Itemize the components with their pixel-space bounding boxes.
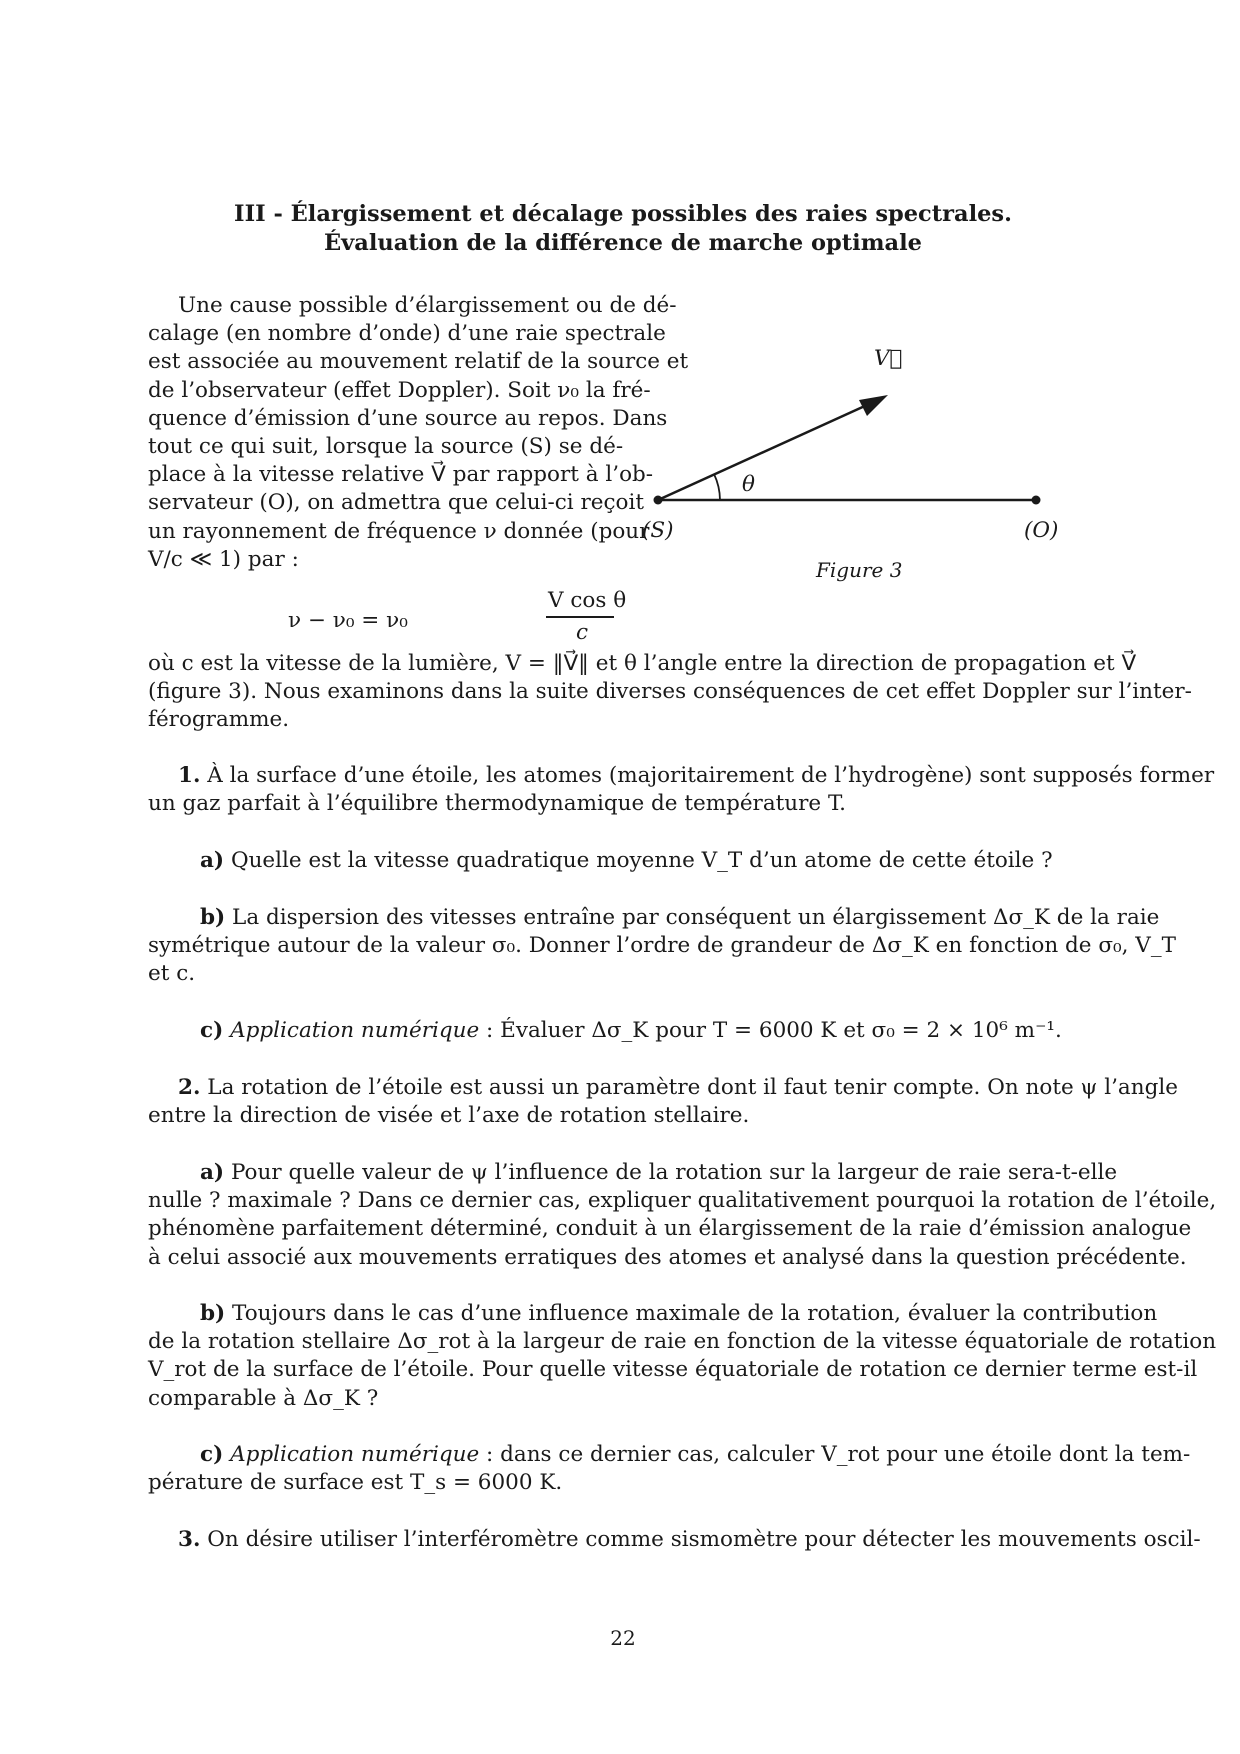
question-text: La rotation de l’étoile est aussi un paramètre dont il faut tenir compte. On note ψ l’angle (200, 1075, 1178, 1100)
intro-line: de l’observateur (effet Doppler). Soit ν₀ la fré- (148, 377, 651, 403)
question-2b (148, 1300, 1217, 1413)
text-line (148, 1017, 1098, 1045)
intro-line: V/c ≪ 1) par : (148, 546, 299, 572)
question-number: 2. (178, 1075, 201, 1100)
text-line: comparable à Δσ_K ? (148, 1385, 379, 1411)
question-text: À la surface d’une étoile, les atomes (majoritairement de l’hydrogène) sont supposés former (200, 763, 1215, 788)
subquestion-label: c) (200, 1442, 224, 1467)
subquestion-label: b) (200, 1301, 226, 1326)
question-number: 3. (178, 1527, 201, 1552)
text-line (148, 1441, 1191, 1469)
text-line: entre la direction de visée et l’axe de rotation stellaire. (148, 1103, 750, 1129)
question-2 (148, 1074, 1178, 1130)
intro-paragraph (148, 292, 689, 574)
text-line (148, 847, 1098, 875)
doppler-diagram (638, 350, 1098, 590)
title-line-1: III - Élargissement et décalage possibles des raies spectrales. (234, 201, 1012, 227)
figure-caption: Figure 3 (816, 558, 903, 582)
observer-label: (O) (1024, 518, 1059, 543)
text-line: un gaz parfait à l’équilibre thermodynamique de température T. (148, 791, 846, 817)
application-label: Application numérique (230, 1018, 480, 1043)
intro-line: un rayonnement de fréquence ν donnée (pour (148, 518, 650, 544)
question-1a (148, 847, 1098, 875)
text-line: V_rot de la surface de l’étoile. Pour quelle vitesse équatoriale de rotation ce dernier terme est-il (148, 1357, 1198, 1383)
question-1 (148, 762, 1215, 818)
source-label: (S) (642, 518, 674, 543)
text-line (148, 1074, 1178, 1102)
question-text: Toujours dans le cas d’une influence maximale de la rotation, évaluer la contribution (225, 1301, 1158, 1326)
figure-3 (638, 346, 1098, 590)
equation-numerator: V cos θ (548, 588, 627, 613)
text-line (148, 762, 1215, 790)
subquestion-label: c) (200, 1018, 224, 1043)
velocity-vector (658, 400, 878, 500)
question-2c (148, 1441, 1191, 1497)
subquestion-label: a) (200, 848, 225, 873)
equation-lhs: ν − ν₀ = ν₀ (288, 608, 408, 633)
text-line (148, 1159, 1118, 1187)
text-line: (figure 3). Nous examinons dans la suite diverses conséquences de cet effet Doppler sur l’inter- (148, 679, 1192, 705)
fraction-bar (546, 616, 614, 618)
velocity-arrowhead (859, 395, 888, 416)
text-line: nulle ? maximale ? Dans ce dernier cas, expliquer qualitativement pourquoi la rotation de l’étoile, (148, 1188, 1217, 1214)
question-2a (148, 1159, 1217, 1272)
text-line: phénomène parfaitement déterminé, conduit à un élargissement de la raie d’émission analogue (148, 1216, 1192, 1242)
doppler-equation (288, 588, 648, 650)
intro-line: calage (en nombre d’onde) d’une raie spectrale (148, 321, 666, 347)
question-1b (148, 904, 1176, 989)
equation-denominator: c (576, 620, 589, 645)
title-line-2: Évaluation de la différence de marche optimale (324, 230, 922, 256)
application-label: Application numérique (230, 1442, 480, 1467)
question-text: : Évaluer Δσ_K pour T = 6000 K et σ₀ = 2 × 10⁶ m⁻¹. (479, 1018, 1062, 1043)
section-title (148, 200, 1098, 258)
question-text: On désire utiliser l’interféromètre comme sismomètre pour détecter les mouvements oscil- (200, 1527, 1201, 1552)
intro-line: servateur (O), on admettra que celui-ci reçoit (148, 490, 644, 516)
intro-line: Une cause possible d’élargissement ou de dé- (178, 293, 677, 318)
text-line: symétrique autour de la valeur σ₀. Donner l’ordre de grandeur de Δσ_K en fonction de σ₀, V_T (148, 933, 1176, 959)
question-text: : dans ce dernier cas, calculer V_rot pour une étoile dont la tem- (479, 1442, 1191, 1467)
question-1c (148, 1017, 1098, 1045)
question-text: Pour quelle valeur de ψ l’influence de la rotation sur la largeur de raie sera-t-elle (224, 1160, 1118, 1185)
document-page (148, 0, 1217, 1754)
text-line: férogramme. (148, 707, 290, 733)
text-line (148, 904, 1160, 932)
question-text: Quelle est la vitesse quadratique moyenne V_T d’un atome de cette étoile ? (224, 848, 1053, 873)
subquestion-label: a) (200, 1160, 225, 1185)
subquestion-label: b) (200, 905, 226, 930)
intro-line: tout ce qui suit, lorsque la source (S) se dé- (148, 434, 624, 460)
text-line: à celui associé aux mouvements erratiques des atomes et analysé dans la question précédente. (148, 1244, 1187, 1270)
intro-line: quence d’émission d’une source au repos. Dans (148, 405, 668, 431)
page-number: 22 (610, 1626, 636, 1650)
text-line: et c. (148, 961, 196, 987)
angle-arc (714, 474, 720, 500)
question-3 (148, 1526, 1201, 1554)
intro-line: place à la vitesse relative V⃗ par rapport à l’ob- (148, 462, 654, 488)
text-line: pérature de surface est T_s = 6000 K. (148, 1470, 563, 1496)
text-line: de la rotation stellaire Δσ_rot à la largeur de raie en fonction de la vitesse équatoriale de rotation (148, 1329, 1217, 1355)
question-number: 1. (178, 763, 201, 788)
text-line (148, 1300, 1158, 1328)
after-equation-paragraph (148, 650, 1192, 735)
angle-label: θ (742, 472, 755, 497)
observer-point (1032, 496, 1041, 505)
text-line: où c est la vitesse de la lumière, V = ‖V⃗‖ et θ l’angle entre la direction de propagation et V⃗ (148, 651, 1137, 676)
vector-label: V⃗ (874, 346, 903, 371)
text-line (148, 1526, 1201, 1554)
intro-line: est associée au mouvement relatif de la source et (148, 349, 689, 375)
question-text: La dispersion des vitesses entraîne par conséquent un élargissement Δσ_K de la raie (225, 905, 1160, 930)
